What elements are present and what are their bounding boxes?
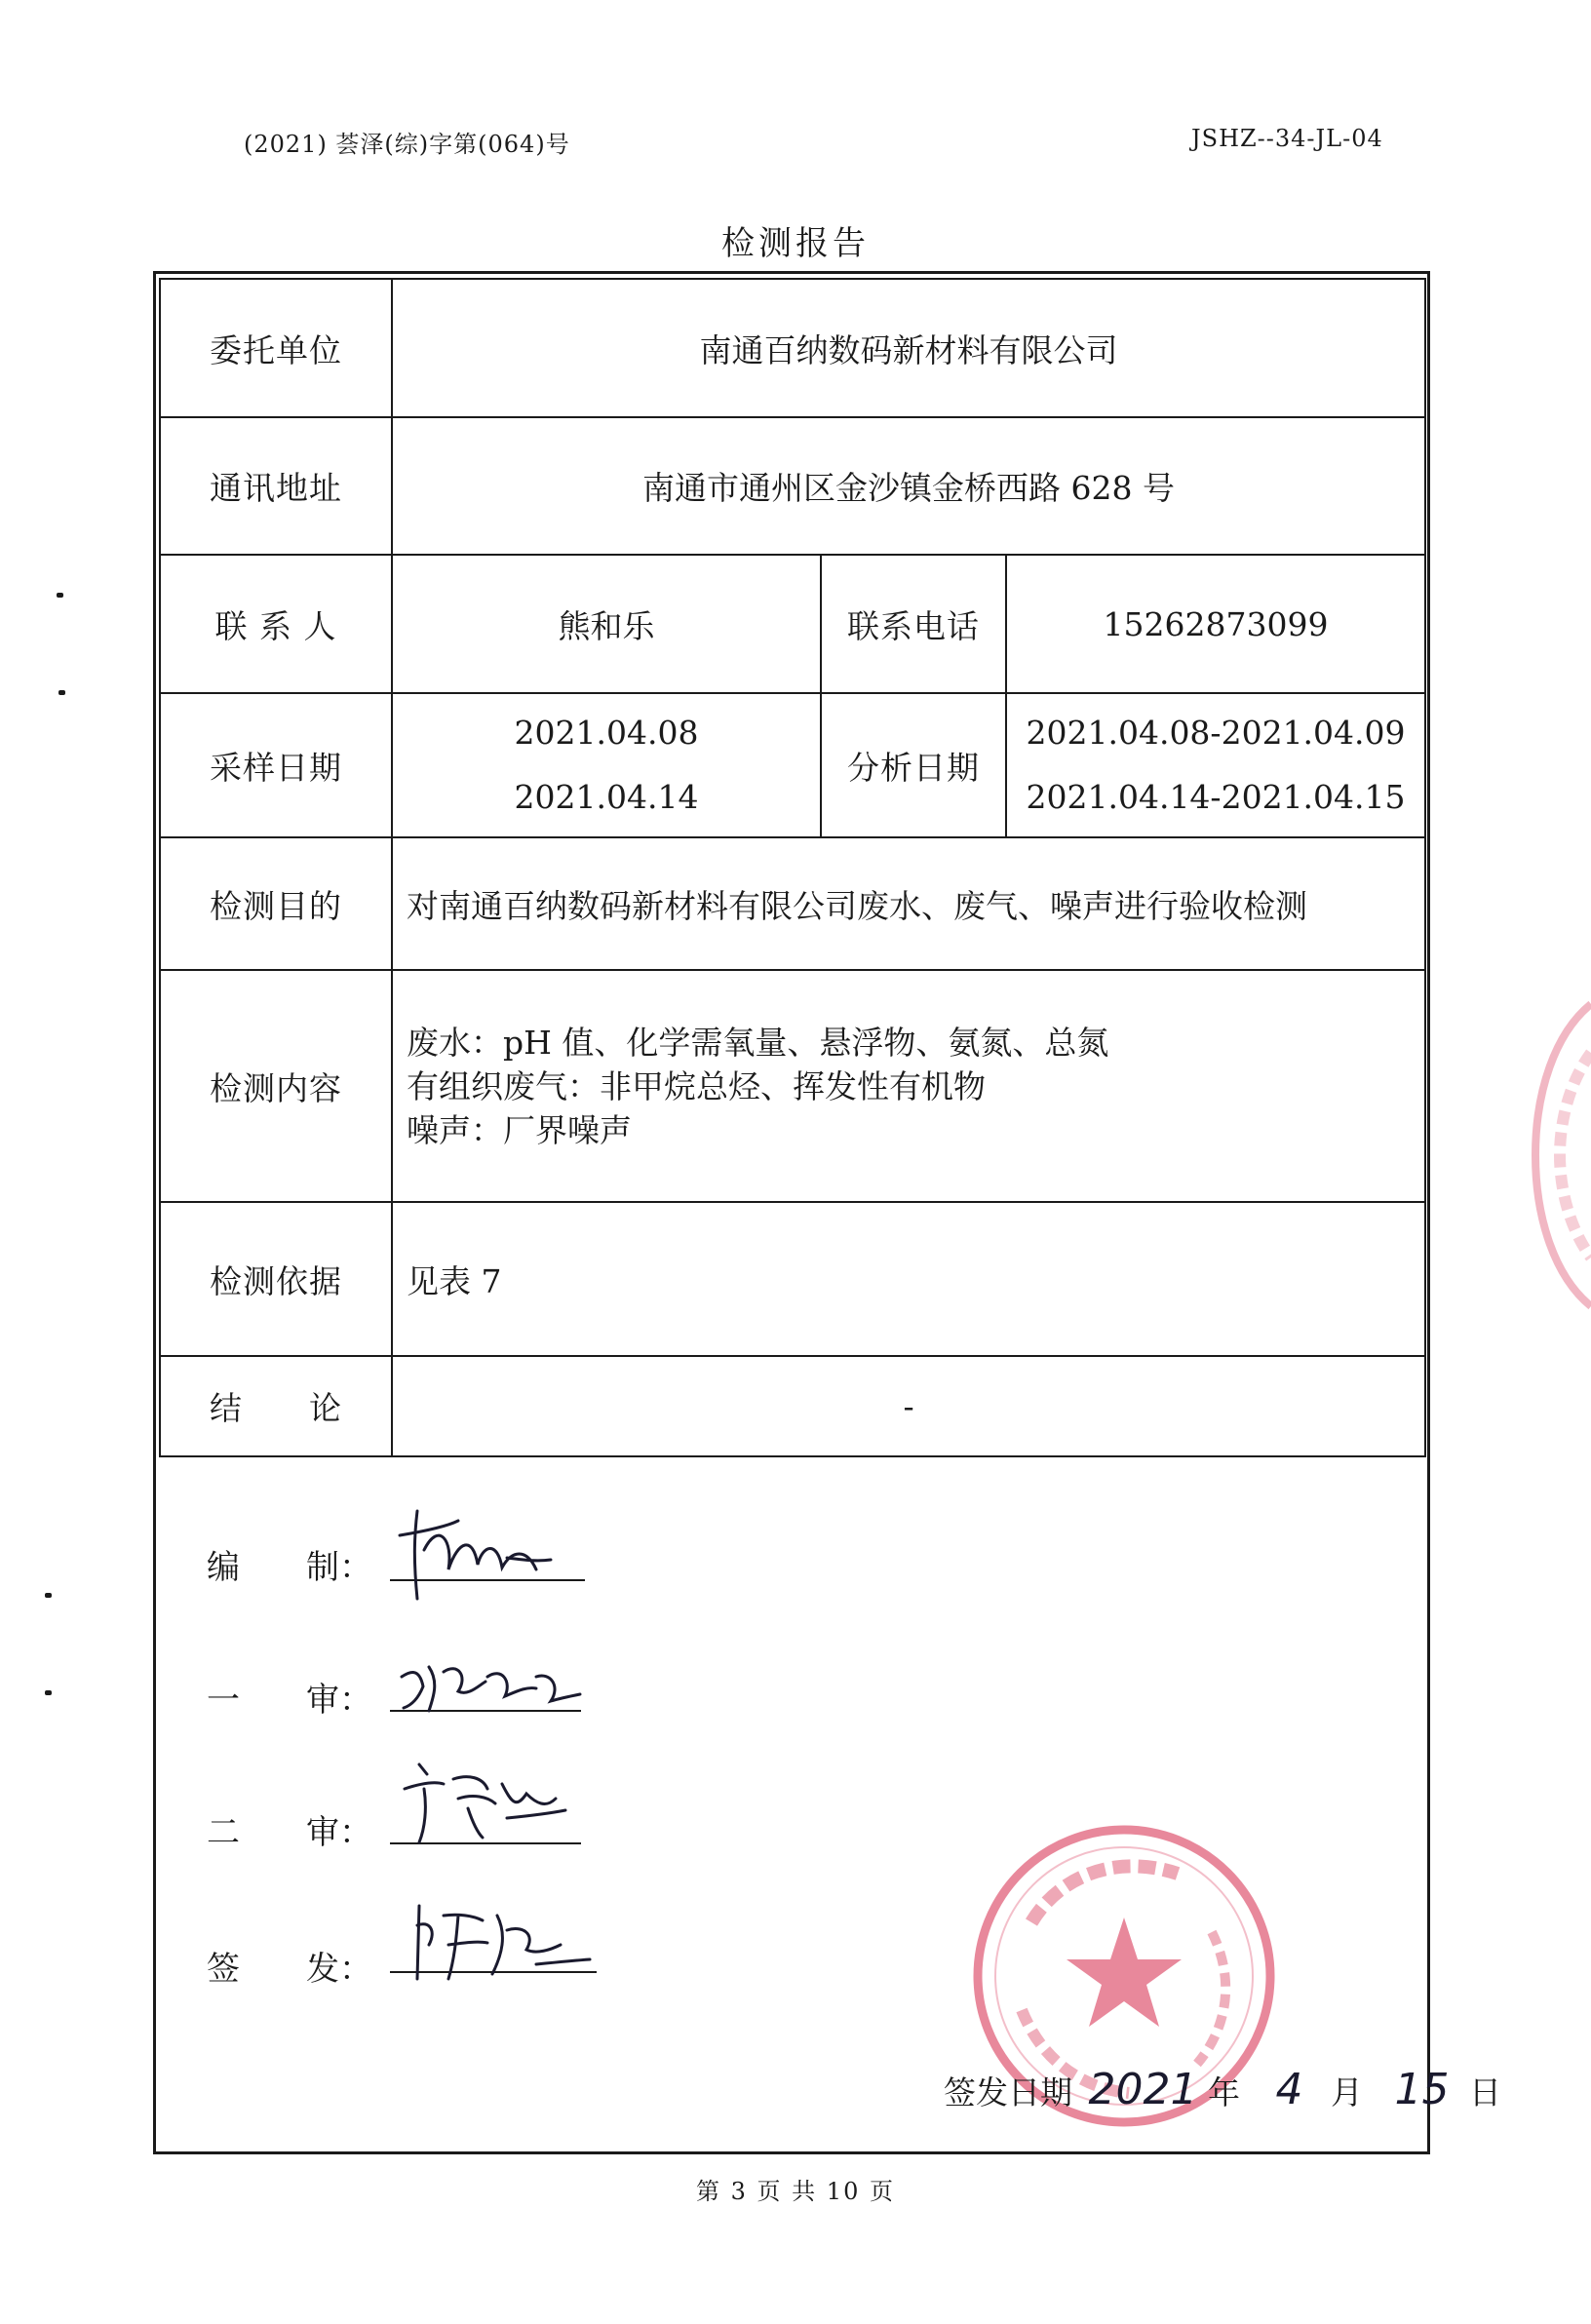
binder-dot — [58, 690, 65, 695]
address-value: 南通市通州区金沙镇金桥西路 628 号 — [392, 417, 1425, 555]
binder-dot — [45, 1593, 52, 1598]
sampling-dates — [392, 693, 821, 837]
table-row-client — [160, 279, 1425, 417]
analysis-date-1: 2021.04.08-2021.04.09 — [1026, 714, 1406, 752]
issue-date — [944, 2065, 1501, 2114]
issue-date-year: 2021 — [1088, 2065, 1198, 2114]
content-line-3: 噪声：厂界噪声 — [407, 1110, 632, 1149]
content-line-1: 废水：pH 值、化学需氧量、悬浮物、氨氮、总氮 — [407, 1023, 1109, 1062]
issue-date-day: 15 — [1394, 2065, 1450, 2114]
table-row-dates — [160, 693, 1425, 837]
review2-label: 二 审： — [207, 1813, 372, 1852]
sampling-date-2: 2021.04.14 — [514, 778, 699, 816]
issue-date-month: 4 — [1275, 2065, 1303, 2114]
conclusion-value: - — [392, 1356, 1425, 1456]
client-value: 南通百纳数码新材料有限公司 — [392, 279, 1425, 417]
basis-value: 见表 7 — [392, 1202, 1425, 1356]
prepared-label: 编 制： — [207, 1548, 372, 1587]
content-value — [392, 970, 1425, 1202]
issue-signature — [390, 1886, 600, 1994]
analysis-dates — [1006, 693, 1425, 837]
form-code: JSHZ--34-JL-04 — [1191, 125, 1383, 152]
issue-date-month-unit: 月 — [1330, 2073, 1363, 2111]
analysis-date-2: 2021.04.14-2021.04.15 — [1026, 778, 1406, 816]
prepared-signature — [390, 1482, 575, 1618]
document-number: (2021) 荟泽(综)字第(064)号 — [244, 131, 570, 158]
review2-signature — [390, 1750, 585, 1857]
issue-label: 签 发： — [207, 1950, 372, 1989]
issue-date-year-unit: 年 — [1207, 2073, 1240, 2111]
contact-label: 联 系 人 — [160, 555, 392, 693]
page-title: 检测报告 — [721, 224, 870, 263]
table-row-address — [160, 417, 1425, 555]
table-row-content — [160, 970, 1425, 1202]
page-footer: 第 3 页 共 10 页 — [696, 2178, 895, 2205]
review1-label: 一 审： — [207, 1681, 372, 1720]
table-row-purpose — [160, 837, 1425, 970]
sampling-label: 采样日期 — [160, 693, 392, 837]
content-label: 检测内容 — [160, 970, 392, 1202]
contact-value: 熊和乐 — [392, 555, 821, 693]
table-row-contact — [160, 555, 1425, 693]
address-label: 通讯地址 — [160, 417, 392, 555]
review1-signature — [390, 1638, 585, 1735]
client-label: 委托单位 — [160, 279, 392, 417]
phone-label: 联系电话 — [821, 555, 1006, 693]
basis-label: 检测依据 — [160, 1202, 392, 1356]
partial-seal-stamp — [1516, 994, 1591, 1316]
purpose-label: 检测目的 — [160, 837, 392, 970]
purpose-value: 对南通百纳数码新材料有限公司废水、废气、噪声进行验收检测 — [392, 837, 1425, 970]
sampling-date-1: 2021.04.08 — [514, 714, 699, 752]
content-line-2: 有组织废气：非甲烷总烃、挥发性有机物 — [407, 1066, 986, 1105]
table-row-basis — [160, 1202, 1425, 1356]
info-table — [159, 278, 1426, 1457]
issue-date-label: 签发日期 — [944, 2073, 1072, 2111]
table-row-conclusion — [160, 1356, 1425, 1456]
issue-date-day-unit: 日 — [1468, 2073, 1501, 2111]
phone-value: 15262873099 — [1006, 555, 1425, 693]
binder-dot — [57, 593, 63, 598]
binder-dot — [45, 1690, 52, 1695]
conclusion-label: 结 论 — [160, 1356, 392, 1456]
analysis-label: 分析日期 — [821, 693, 1006, 837]
